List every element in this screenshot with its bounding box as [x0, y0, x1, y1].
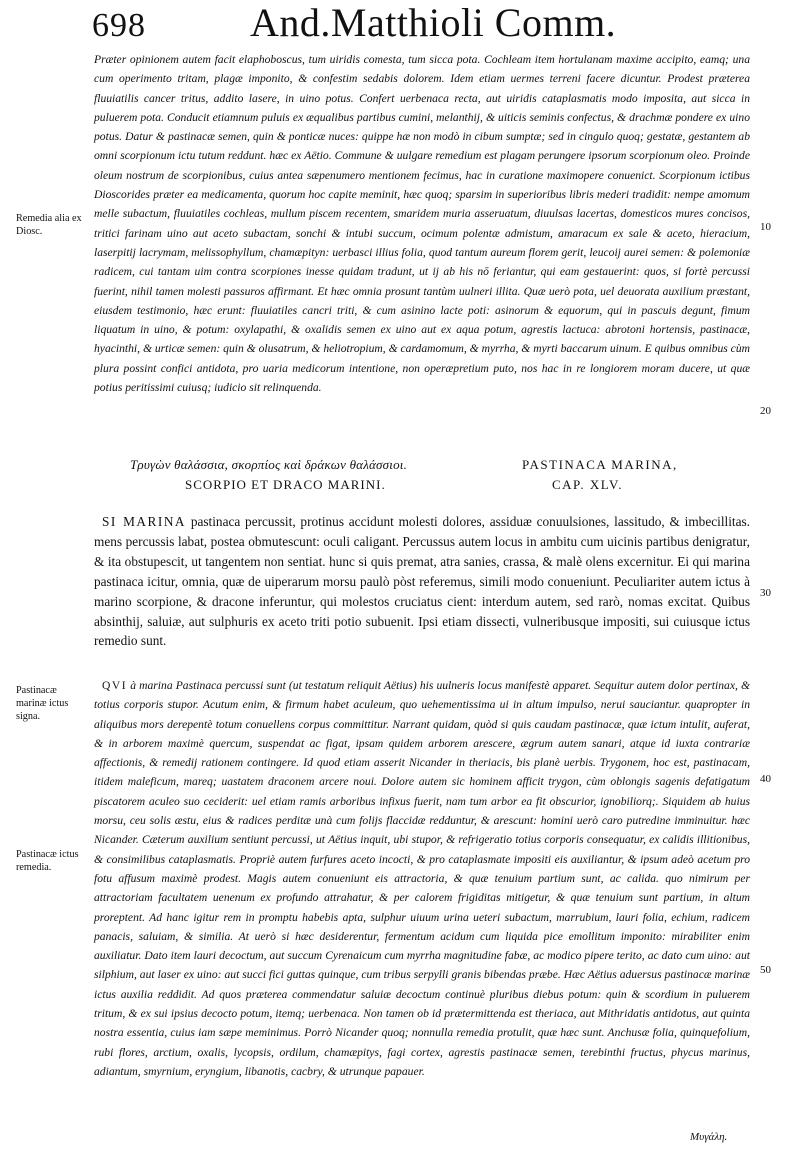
page-number: 698 — [92, 7, 146, 44]
chapter-number: CAP. XLV. — [552, 477, 623, 492]
line-number-10: 10 — [760, 221, 771, 233]
line-number-40: 40 — [760, 773, 771, 785]
sidenote-pastinacae-signa: Pastinacæ marinæ ictus signa. — [16, 685, 69, 722]
commentary-paragraph-2 — [94, 676, 750, 1128]
dioscorides-lead-words: SI MARINA — [102, 514, 187, 529]
chapter-title — [120, 455, 760, 499]
commentary-body: à marina Pastinaca percussi sunt (ut testatum reliquit Aëtius) his uulneris locus manifestè apparet. Sequitur autem dolor pertinax, & totius corporis stupor. Acutum enim, & firmum habet aculeum, quo uehementissima ui in altum impulso, nerui sauciantur. quapropter in aliquibus mors derepentè totum conuellens corpus committitur. Narrant quidam, quòd si quis caudam pastinacæ, quæ ictum intulit, auferat, & in arborem maximè quercum, suspendat ac figat, ipsam quidem arborem arescere, ægrum autem sanari, atque id iuxta contrariæ affectionis, & remedij rationem contingere. Id quod etiam asserit Nicander in theriacis, bis planè uerbis. Trygonem, hoc est, pastinacam, itidem maleficum, mareq; uastatem draconem arcere noui. Dolore autem sic hominem afficit trygon, cùm oblongis sagenis defatigatum piscatorem aculeo suo ceciderit: uel etiam ramis arboribus infixus fuerit, nam tum arbor ea fit obscurior, ignobiliorq;. Siquidem ab huius morsu, ceu solis æstu, eius & radices perditæ unà cum folijs flaccidæ redduntur, & arescunt: homini uerò caro putredine imminuitur. hæc Nicander. Cæterum auxilium sentiunt percussi, ut Aëtius inquit, ubi stupor, & refrigeratio totius corporis consequatur, ex calidis illitionibus, & consimilibus cataplasmatis. Propriè autem furfures aceto incocti, & pro cataplasmate impositi eis auxiliantur, & ipsum adeò acetum pro fotu affusum maximè prodest. Magis autem conueniunt eis attractoria, & quæ tenuium partium sunt, ac calida. quo nimirum per attractoriam facultatem uenenum ex profundo attrahatur, & per calorem frigiditas mitigetur, & quæ tenuium sunt partium, in altum proreptent. Ad hanc igitur rem in promptu habebis apta, sulphur uiuum urina ueteri subactum, marrubium, lauri folia, echium, radicem panacis, saluiam, & similia. At uerò si hæc desiderentur, fermentum acidum cum liquida pice emollitum imponito: mirabiliter enim auxiliatur. Dato item lauri decoctum, aut succum Cyrenaicum cum myrrha magnitudine fabæ, ac modico pipere terito, ac dato cum uino: aut silphium, aut laser ex uino: aut succi fici guttas quinque, cum tribus serpylli granis bibendas præbe. Hæc Aëtius aduersus pastinacæ marinæ ictus auxilia reddidit. Ad quos præterea commendatur saluiæ decoctum continuè pluribus diebus potum: quin & scordium in puluerem tritum, & ex sui ipsius decocto potum, itemq; uerbenaca. Non tamen ob id prætermittenda est theriaca, aut Mithridatis antidotus, aut quinta nostra essentia, cuius iam sæpe meminimus. Porrò Nicander quoq; nonnulla remedia protulit, quæ hæc sunt. Anchusæ folia, quinquefolium, rubi flores, arctium, oxalis, lycopsis, ordilum, chamæpitys, fagi cortex, agrestis pastinacæ semen, terebinthi fructus, phycus marinus, adiantum, smyrnium, eryngium, libanotis, cacbry, & utrunque papauer. — [94, 679, 750, 1078]
line-number-20: 20 — [760, 405, 771, 417]
dioscorides-text — [94, 512, 750, 660]
dioscorides-body: pastinaca percussit, protinus accidunt molesti dolores, assiduæ conuulsiones, lassitudo, & imbecillitas. mens percussis labat, postea obmutescunt: oculi caligant. Percussus autem locus in ambitu cum uicinis partibus denigratur, & ita obstupescit, ut tangentem non sentiat. hunc si quis premat, atra sanies, crassa, & malè olens excernitur. Ei qui marina pastinaca icitur, omnia, quæ de uiperarum morsu paulò pòst referemus, simili modo conueniunt. Peculiariter autem ictus à marino scorpione, & dracone inferuntur, qui molestos cruciatus cient: interdum autem, sed rarò, nomas excitat. Quibus absinthij, saluiæ, aut sulphuris ex aceto triti potio subuenit. Ipsi etiam dissecti, vulneribusque impositi, sui cuiusque ictus remedio sunt. — [94, 514, 751, 649]
sidenote-pastinacae-remedia: Pastinacæ ictus remedia. — [16, 849, 79, 873]
catchword: Μυγάλη. — [690, 1131, 728, 1143]
line-number-50: 50 — [760, 964, 771, 976]
commentary-lead-word: QVI — [102, 679, 128, 692]
running-head: And.Matthioli Comm. — [250, 0, 617, 45]
chapter-title-latin-right: PASTINACA MARINA, — [522, 457, 678, 472]
chapter-title-greek: Τρυγὼν θαλάσσια, σκορπίος καὶ δράκων θαλάσσιοι. — [130, 457, 408, 472]
chapter-title-latin-left: SCORPIO ET DRACO MARINI. — [185, 477, 386, 492]
line-number-30: 30 — [760, 587, 771, 599]
commentary-paragraph-1: Præter opinionem autem facit elaphoboscus, tum uiridis comesta, tum sicca pota. Cochleam item hortulanam maxime accipito, eamq; una cum operimento tritam, plagæ imponito, & confestim sedabis dolorem. Idem etiam uermes terreni facere dicuntur. Prodest præterea fluuiatilis cancer tritus, addito lasere, in uino potus. Confert uerbenaca recta, aut uiridis cataplasmatis modo imposita, aut sicca in puluerem pota. Conducit etiamnum puluis ex æqualibus partibus cumini, melanthij, & uiticis seminis confectus, & drachmæ pondere ex uino potus. Datur & pastinacæ semen, quin & ponticæ nuces: quippe hæ non modò in cibum sumptæ; sed in cingulo quoq; gestatæ, gestantem ab omni scorpionum ictu tutum reddunt. hæc ex Aëtio. Commune & uulgare remedium est plagam perungere ipsorum scorpionum oleo. Proinde oleum nostrum de scorpionibus, cuius antea sæpenumero mentionem fecimus, hac in curatione maximopere conuenict. Scorpionum ictibus Dioscorides præter ea medicamenta, quorum hoc capite meminit, hæc quoq; sparsim in superioribus libris mederi tradidit: nempe amomum melle subactum, fluuiatiles cochleas, mullum piscem recentem, smaridem muria asseruatum, diuulsas lacertas, domesticos mures concisos, tritici farinam uino aut aceto subactam, sonchi & intubi succum, ocimum polentæ admistum, amaracum ex sale & aceto, hieracium, laserpitij lacrymam, melissophyllum, chamæpityn: uerbasci illius folia, quod tantum aureum florem gerit, leucoij aurei semen: & polemoniæ radicem, cui tantam uim contra scorpiones inesse quidam tradunt, ut ij ab his nō feriantur, qui eam gestauerint: quos, si fortè percussi fuerint, nihil tamen molesti passuros affirmant. Et hæc omnia prosunt tantùm uulneri illita. Quæ uerò pota, uel deuorata auxilium præstant, eiusdem testimonio, hæc erunt: fluuiatiles cancri triti, & cum asinino lacte poti: asinorum & equorum, qui in pascuis degunt, fimum liquatum in uino, & potum: oxylapathi, & oxalidis semen ex uino aut ex aqua potum, agrestis lactuca: abrotoni hortensis, pastinacæ, hyacinthi, & urticæ semen: quin & olusatrum, & heliotropium, & cardamomum, & myrrha, & myrti baccarum uinum. E quibus omnibus cùm plura possint confici antidota, pro uaria medicorum intentione, non operæpretium puto, nos hac in re longiorem moram ducere, ut quæ potius peritissimi cuiusq; iudicio sit relinquenda. — [94, 53, 750, 395]
sidenote-remedia-alia: Remedia alia ex Diosc. — [16, 213, 82, 237]
